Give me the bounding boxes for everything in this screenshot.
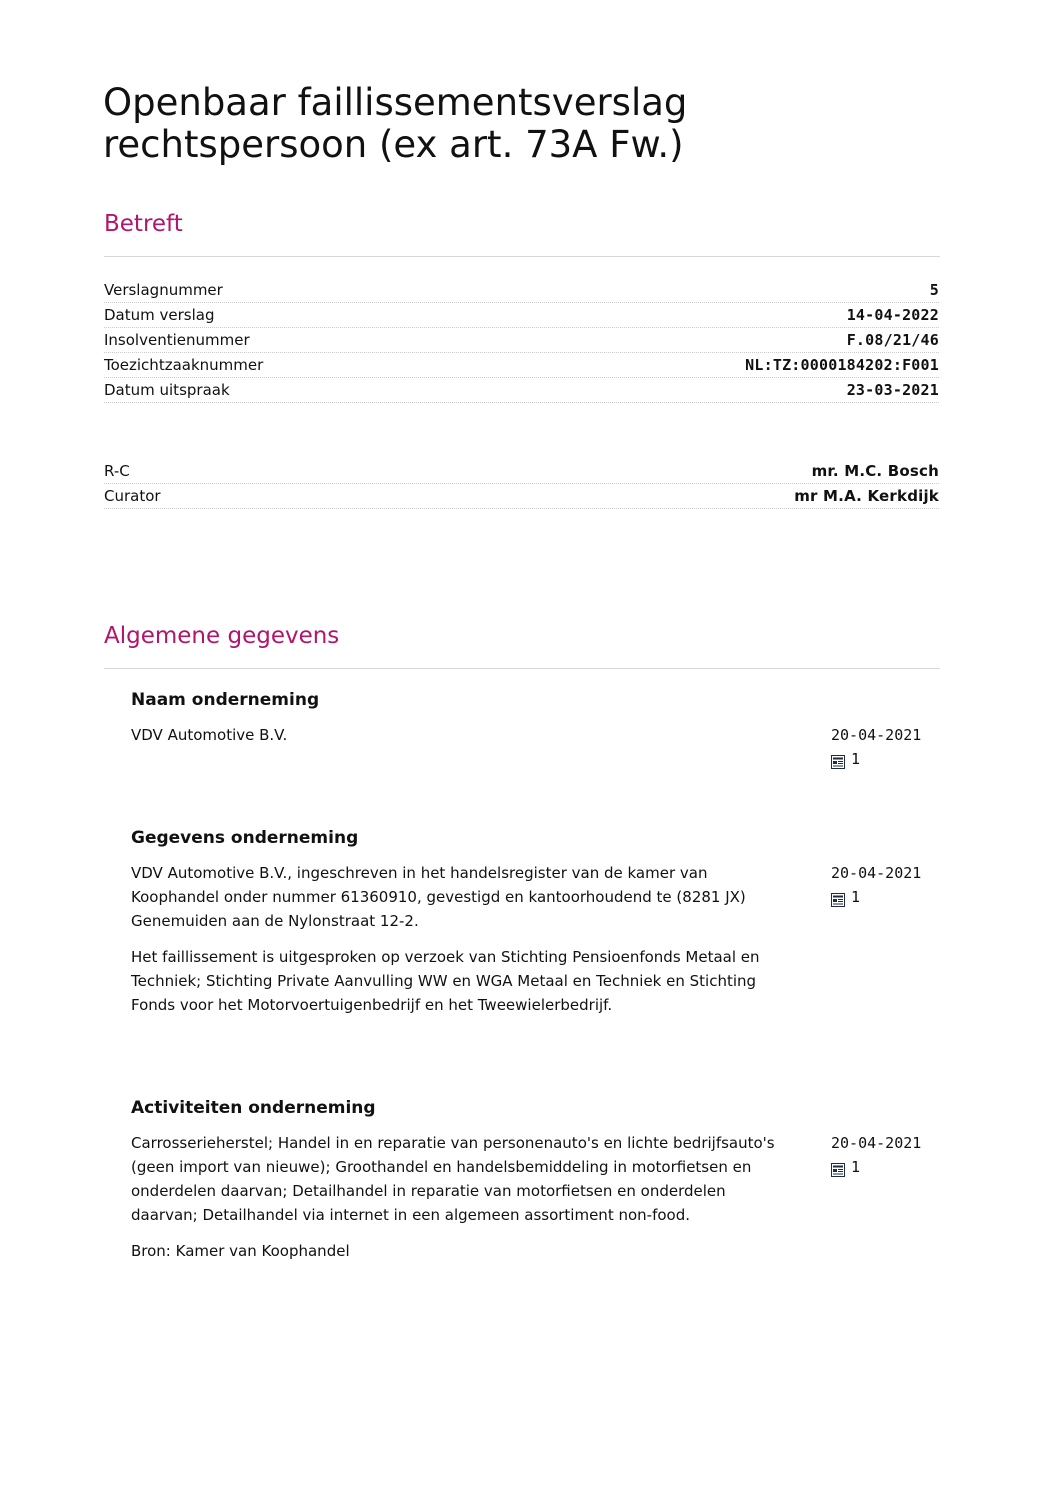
entry-paragraph: VDV Automotive B.V., ingeschreven in het handelsregister van de kamer van Koophandel onder nummer 61360910, gevestigd en kantoorhoudend te (8281 JX) Genemuiden aan de Nylonstraat 12-2. [131,864,746,930]
case-detail-row [104,278,939,303]
document-icon [831,893,845,907]
case-detail-row [104,378,939,403]
official-role: R-C [104,462,130,480]
subsection-heading: Activiteiten onderneming [131,1098,376,1118]
official-name: mr. M.C. Bosch [811,462,939,480]
entry-meta [831,1131,931,1263]
attachment-link[interactable] [831,747,931,771]
section-title-betreft: Betreft [104,211,183,237]
entry-text [131,723,796,771]
entry [131,1131,931,1263]
entry-paragraph: Het faillissement is uitgesproken op verzoek van Stichting Pensioenfonds Metaal en Techniek; Stichting Private Aanvulling WW en WGA Metaal en Techniek en Stichting Fonds voor het Motorvoertuigenbedrijf en het Tweewielerbedrijf. [131,948,760,1014]
attachment-ref-number: 1 [851,1158,861,1176]
official-row [104,459,939,484]
subsection-gegevens-onderneming [131,827,931,1029]
case-detail-value: F.08/21/46 [846,331,939,349]
entry [131,723,931,771]
case-detail-value: 5 [929,281,939,299]
case-detail-label: Datum verslag [104,306,215,324]
attachment-link[interactable] [831,1155,931,1179]
entry-date: 20-04-2021 [831,864,922,882]
case-detail-label: Datum uitspraak [104,381,230,399]
section-divider [104,256,940,257]
section-title-algemene-gegevens: Algemene gegevens [104,623,340,649]
entry-meta [831,723,931,771]
case-detail-value: NL:TZ:0000184202:F001 [745,356,939,374]
official-name: mr M.A. Kerkdijk [794,487,939,505]
entry-paragraph: Carrosserieherstel; Handel in en reparatie van personenauto's en lichte bedrijfsauto's (geen import van nieuwe); Groothandel en handelsbemiddeling in motorfietsen en onderdelen daarvan; Detailhandel in reparatie van motorfietsen en onderdelen daarvan; Detailhandel via internet in een algemeen assortiment non-food. [131,1134,775,1224]
subsection-activiteiten-onderneming [131,1097,931,1263]
officials-table [104,459,939,509]
entry-meta [831,861,931,1029]
entry-text [131,861,796,1029]
page-title [103,82,943,166]
entry-date: 20-04-2021 [831,726,922,744]
document-icon [831,1163,845,1177]
official-row [104,484,939,509]
case-detail-row [104,303,939,328]
attachment-link[interactable] [831,885,931,909]
entry-paragraph: VDV Automotive B.V. [131,726,288,744]
case-details-table [104,278,939,403]
document-icon [831,755,845,769]
subsection-heading: Gegevens onderneming [131,828,359,848]
case-detail-label: Verslagnummer [104,281,223,299]
section-divider [104,668,940,669]
page-title-line-2: rechtspersoon (ex art. 73A Fw.) [103,123,684,166]
page-title-line-1: Openbaar faillissementsverslag [103,81,688,124]
entry [131,861,931,1029]
subsection-naam-onderneming [131,689,931,771]
case-detail-label: Insolventienummer [104,331,250,349]
attachment-ref-number: 1 [851,750,861,768]
entry-text [131,1131,796,1263]
case-detail-value: 14-04-2022 [846,306,939,324]
entry-date: 20-04-2021 [831,1134,922,1152]
case-detail-value: 23-03-2021 [846,381,939,399]
case-detail-row [104,353,939,378]
case-detail-row [104,328,939,353]
attachment-ref-number: 1 [851,888,861,906]
case-detail-label: Toezichtzaaknummer [104,356,264,374]
source-note: Bron: Kamer van Koophandel [131,1242,350,1260]
subsection-heading: Naam onderneming [131,690,320,710]
official-role: Curator [104,487,161,505]
